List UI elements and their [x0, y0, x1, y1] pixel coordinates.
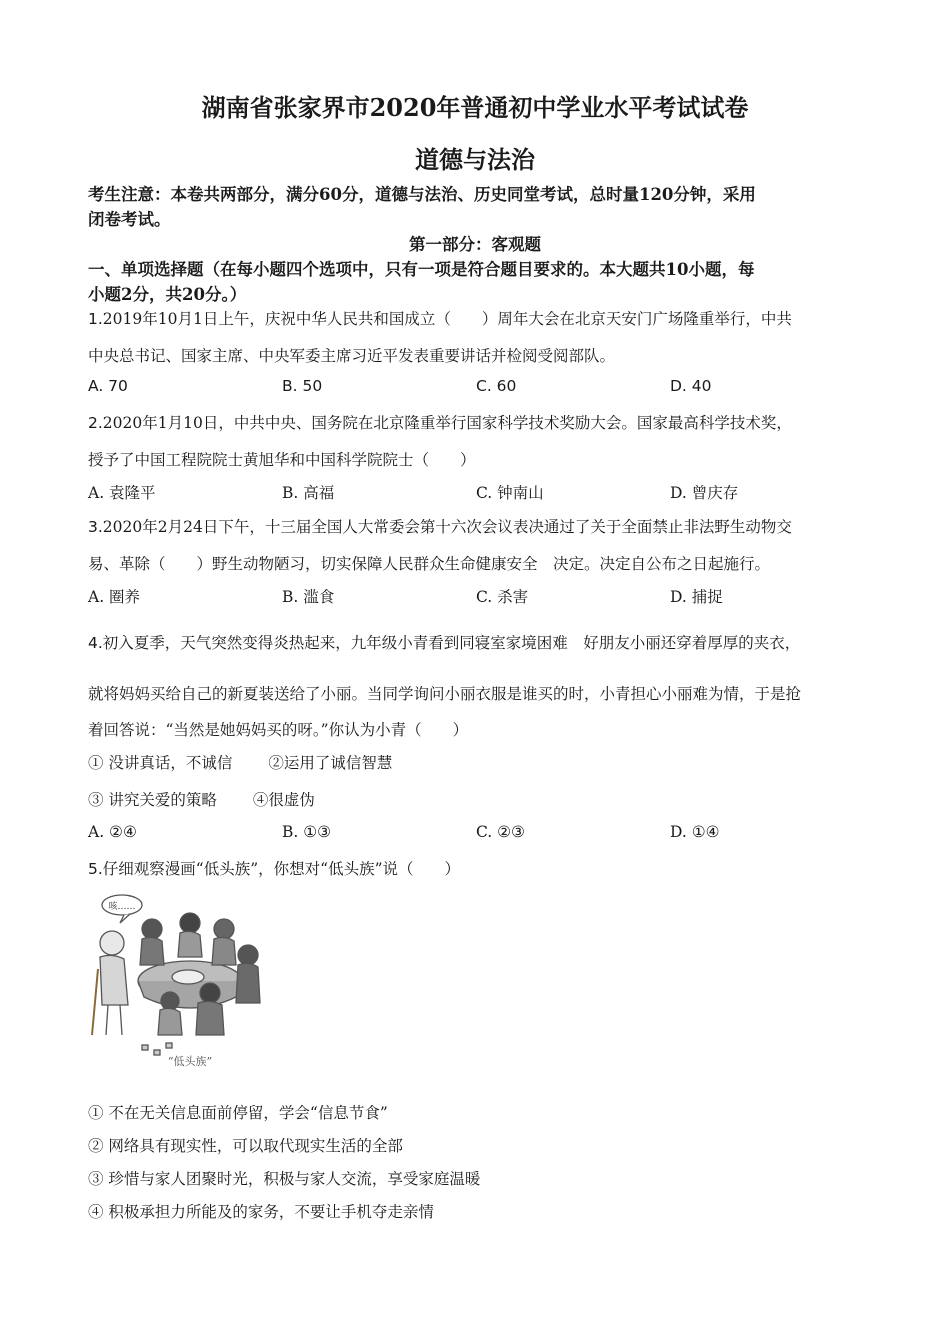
q4-option-d[interactable]: D. ①④	[670, 823, 720, 841]
question-4-line-3: 着回答说：“当然是她妈妈买的呀。”你认为小青（ ）	[88, 721, 469, 739]
q1-option-a[interactable]: A. 70	[88, 377, 128, 395]
question-4-line-1: 4.初入夏季，天气突然变得炎热起来，九年级小青看到同寝室家境困难 好朋友小丽还穿着厚厚的夹衣，	[88, 634, 801, 652]
question-5-line-1: 5.仔细观察漫画“低头族”，你想对“低头族”说（ ）	[88, 860, 460, 878]
question-1-line-1: 1.2019年10月1日上午，庆祝中华人民共和国成立（ ）周年大会在北京天安门广场隆重举行，中共	[88, 310, 792, 328]
q5-statement-2: ② 网络具有现实性，可以取代现实生活的全部	[88, 1137, 403, 1155]
q4-statement-row-1: ① 没讲真话，不诚信 ②运用了诚信智慧	[88, 754, 393, 772]
question-2-line-2: 授予了中国工程院院士黄旭华和中国科学院院士（ ）	[88, 451, 476, 469]
question-3-line-2: 易、革除（ ）野生动物陋习，切实保障人民群众生命健康安全 决定。决定自公布之日起施行。	[88, 555, 771, 573]
question-4-number: 4.	[88, 634, 103, 652]
q4-statement-row-2: ③ 讲究关爱的策略 ④很虚伪	[88, 791, 315, 809]
cartoon-caption: “低头族”	[167, 1055, 213, 1068]
q3-option-c[interactable]: C. 杀害	[476, 588, 529, 606]
q5-statement-3: ③ 珍惜与家人团聚时光，积极与家人交流，享受家庭温暖	[88, 1170, 481, 1188]
question-2-line-1: 2.2020年1月10日，中共中央、国务院在北京隆重举行国家科学技术奖励大会。国家最高科学技术奖，	[88, 414, 792, 432]
q2-option-a[interactable]: A. 袁隆平	[88, 484, 156, 502]
q1-option-c[interactable]: C. 60	[476, 377, 517, 395]
q1-option-d[interactable]: D. 40	[670, 377, 712, 395]
question-2-number: 2.	[88, 414, 103, 432]
notice-line-2: 闭卷考试。	[88, 210, 171, 229]
q4-option-c[interactable]: C. ②③	[476, 823, 525, 841]
q2-option-b[interactable]: B. 高福	[282, 484, 335, 502]
question-1-number: 1.	[88, 310, 103, 328]
q5-statement-1: ① 不在无关信息面前停留，学会“信息节食”	[88, 1104, 388, 1122]
section-one-line-1: 一、单项选择题（在每小题四个选项中，只有一项是符合题目要求的。本大题共10小题，每	[88, 260, 755, 279]
part-one-title: 第一部分：客观题	[409, 235, 541, 254]
q4-option-b[interactable]: B. ①③	[282, 823, 332, 841]
q3-option-a[interactable]: A. 圈养	[88, 588, 141, 606]
q2-option-c[interactable]: C. 钟南山	[476, 484, 544, 502]
q2-option-d[interactable]: D. 曾庆存	[670, 484, 739, 502]
subject-title: 道德与法治	[415, 145, 535, 174]
question-1-line-2: 中央总书记、国家主席、中央军委主席习近平发表重要讲话并检阅受阅部队。	[88, 347, 616, 365]
q1-option-b[interactable]: B. 50	[282, 377, 323, 395]
q3-option-d[interactable]: D. 捕捉	[670, 588, 723, 606]
q5-statement-4: ④ 积极承担力所能及的家务，不要让手机夺走亲情	[88, 1203, 434, 1221]
low-head-tribe-cartoon	[90, 885, 290, 1070]
question-5-number: 5.	[88, 860, 103, 878]
question-3-line-1: 3.2020年2月24日下午，十三届全国人大常委会第十六次会议表决通过了关于全面禁止非法野生动物交	[88, 518, 792, 536]
question-3-number: 3.	[88, 518, 103, 536]
question-4-line-2: 就将妈妈买给自己的新夏装送给了小丽。当同学询问小丽衣服是谁买的时，小青担心小丽难为情，于是抢	[88, 685, 802, 703]
notice-line-1: 考生注意：本卷共两部分，满分60分，道德与法治、历史同堂考试，总时量120分钟，采用	[88, 185, 756, 204]
q4-option-a[interactable]: A. ②④	[88, 823, 137, 841]
exam-title: 湖南省张家界市2020年普通初中学业水平考试试卷	[201, 93, 749, 122]
q3-option-b[interactable]: B. 滥食	[282, 588, 335, 606]
section-one-line-2: 小题2分，共20分。）	[88, 285, 247, 304]
speech-bubble-text: 咳……	[108, 902, 136, 912]
